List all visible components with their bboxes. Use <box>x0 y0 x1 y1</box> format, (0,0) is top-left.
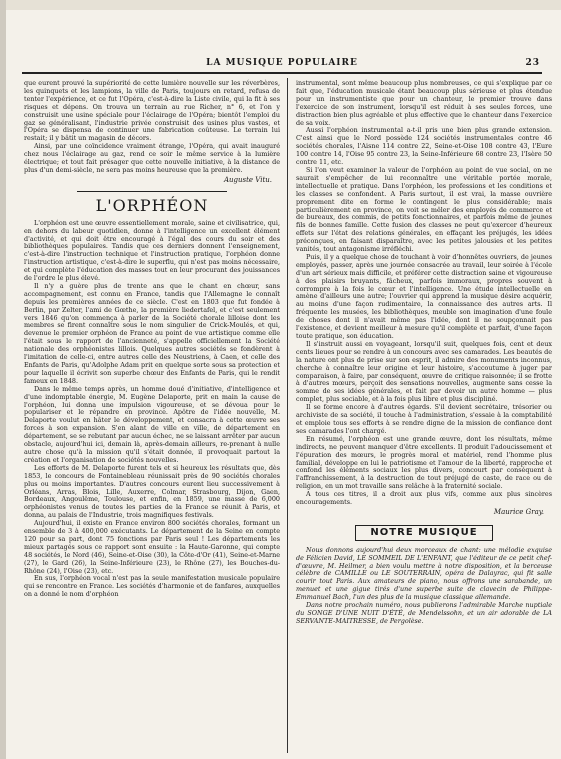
article-paragraph: En résumé, l'orphéon est une grande œuvre, dont les résultats, même indirects, ne peuvent manquer d'être excellents. Il produit l'adoucissement et l'épuration des mœurs, le progrès moral et matériel, rend l'homme plus familial, développe en lui le patriotisme et l'amour de la liberté, rapproche et confond les éléments sociaux les plus divers, concourt par conséquent à l'affranchissement, à la destruction de tout préjugé de caste, de race ou de religion, en un mot travaille sans relâche à la fraternité sociale. <box>296 434 552 491</box>
intro-paragraph: que eurent prouvé la supériorité de cette lumière nouvelle sur les réverbères, les quinquets et les lampions, la ville de Paris, toujours en retard, refusa de tenter l'expérience, et ce fut l'Opéra, c'est-à-dire la Liste civile, qui la fit à ses risques et dépens. On trouva un terrain au rue Richer, n° 6, et l'on y construisit une usine spéciale pour l'éclairage de l'Opéra; bientôt l'emploi du gaz se généralisant, l'industrie privée construisit des usines plus vastes, et l'Opéra se dispensa de continuer une fabrication coûteuse. Le terrain lui restait; il y bâtit un magasin de décors. <box>24 79 280 143</box>
signature-gray: Maurice Gray. <box>493 507 544 516</box>
article-paragraph: Les efforts de M. Delaporte furent tels et si heureux les résultats que, dès 1853, le concours de Fontainebleau réunissait près de 90 sociétés chorales plus ou moins importantes. D'autres concours eurent lieu successivement à Orléans, Arras, Blois, Lille, Auxerre, Colmar, Strasbourg, Dijon, Gaen, Bordeaux, Angoulême, Toulouse, et enfin, en 1859, une masse de 6,000 orphéonistes venus de toutes les parties de la France se réunit à Paris, et donna, au palais de l'Industrie, trois magnifiques festivals. <box>24 463 280 520</box>
article-paragraph: instrumental, sont même beaucoup plus nombreuses, ce qui s'explique par ce fait que, l'éducation musicale étant beaucoup plus sérieuse et plus étendue pour un instrumentiste que pour un chanteur, le premier trouve dans l'exercice de son instrument, lorsqu'il est réduit à ses seules forces, une distraction bien plus agréable et plus effective que le chanteur dans l'exercice de sa voix. <box>296 79 552 127</box>
article-paragraph: Dans le même temps après, un homme doué d'initiative, d'intelligence et d'une indomptable énergie, M. Eugène Delaporte, prit en main la cause de l'orphéon, lui donna une impulsion vigoureuse, et se dévoua pour le populariser et le répandre en province. Apôtre de l'idée nouvelle, M. Delaporte voulut en hâter le développement, et consacra à cette œuvre ses forces à son expansion. S'en alant de ville en ville, de département en département, se se rebutant par aucun échec, ne se laissant arrêter par aucun obstacle, aujourd'hui ici, demain là, après-demain ailleurs, re-prenant à nulle autre chose qu'à la mission qu'il s'était donnée, il provoquait partout la création et l'organisation de sociétés nouvelles. <box>24 384 280 464</box>
section-title-box <box>296 525 552 541</box>
page-number: 23 <box>525 58 540 68</box>
section-title-orpheon: L'ORPHÉON <box>95 195 209 215</box>
scan-edge-top <box>0 0 561 10</box>
article-paragraph: Il s'instruit aussi en voyageant, lorsqu'il suit, quelques fois, cent et deux cents lieues pour se rendre à un concours avec ses camarades. Les beautés de la nature ont plus de prise sur son esprit, il admire des monuments inconnus, cherche à connaître leur origine et leur histoire, s'accoutume à juger par comparaison, à faire, par conséquent, œuvre de critique raisonnée; il se frotte à d'autres mœurs, perçoit des sensations nouvelles, augmente sans cesse la somme de ses idées générales, et fait par devoir un autre homme — plus complet, plus sociable, et à la fois plus libre et plus discipliné. <box>296 339 552 404</box>
column-divider <box>287 78 288 753</box>
header-rule <box>22 72 542 74</box>
article-paragraph: Il n'y a guère plus de trente ans que le chant en chœur, sans accompagnement, est connu en France, tandis que l'Allemagne le connaît depuis les premières années de ce siècle. C'est en 1803 que fut fondée à Berlin, par Zelter, l'ami de Gœthe, la première liedertafel, et c'est seulement vers 1846 qu'on commença à parler de la Société chorale lilloise dont les membres se firent connaître sous le nom singulier de Crick-Moulés, et qui, devenue le premier orphéon de France au point de vue artistique comme elle l'était sous le rapport de l'ancienneté, s'appelle officiellement la Société nationale des orphéonistes lillois. Quelques autres sociétés se fondèrent à l'imitation de celle-ci, entre autres celle des Neustriens, à Caen, et celle des Enfants de Paris, qu'Adolphe Adam prit en quelque sorte sous sa protection et pour laquelle il écrivit son superbe chœur des Enfants de Paris, qui le rendit fameux en 1848. <box>24 281 280 385</box>
music-paragraph: Dans notre prochain numéro, nous publierons l'admirable Marche nuptiale du SONGE D'UNE NUIT D'ÉTÉ, de Mendelssohn, et un air adorable de LA SERVANTE-MAITRESSE, de Pergolèse. <box>296 601 552 625</box>
left-column <box>24 80 280 599</box>
section-title-notre-musique: NOTRE MUSIQUE <box>355 525 492 541</box>
article-paragraph: A tous ces titres, il a droit aux plus vifs, comme aux plus sincères encouragements. <box>296 490 552 507</box>
article-paragraph: Aussi l'orphéon instrumental a-t-il pris une bien plus grande extension. C'est ainsi que le Nord possède 124 sociétés instrumentales contre 46 sociétés chorales, l'Aisne 114 contre 22, Seine-et-Oise 108 contre 43, l'Eure 100 contre 14, l'Oise 95 contre 23, la Seine-Inférieure 68 contre 23, l'Isère 50 contre 11, etc. <box>296 126 552 167</box>
journal-title: LA MUSIQUE POPULAIRE <box>206 58 358 68</box>
right-column <box>296 80 552 626</box>
scan-edge-left <box>0 0 6 759</box>
separator-rule <box>77 191 227 192</box>
article-paragraph: Puis, il y a quelque chose de touchant à voir d'honnêtes ouvriers, de jeunes employés, passer, après une journée consacrée au travail, leur soirée à l'école d'un art sérieux mais difficile, et préférer cette distraction saine et vigoureuse à des plaisirs bruyants, fâcheux, parfois immoraux, propres souvent à corrompre à la fois le cœur et l'intelligence. Une étude intellectuelle en amène d'ailleurs une autre; l'ouvrier qui apprend la musique désire acquérir, au moins d'une façon rudimentaire, la connaissance des autres arts. Il fréquente les musées, les bibliothèques, meuble son imagination d'une foule de choses dont il n'avait même pas l'idée, dont il ne soupçonnait pas l'existence, et devient meilleur à mesure qu'il complète et parfait, d'une façon toute pratique, son éducation. <box>296 252 552 340</box>
article-paragraph: En sus, l'orphéon vocal n'est pas la seule manifestation musicale populaire qui se rencontre en France. Les sociétés d'harmonie et de fanfares, auxquelles on a donné le nom d'orphéon <box>24 574 280 599</box>
signature-vitu: Auguste Vitu. <box>223 175 272 184</box>
running-header <box>22 58 542 72</box>
intro-paragraph: Ainsi, par une coïncidence vraiment étrange, l'Opéra, qui avait inauguré chez nous l'éclairage au gaz, rend ce soir le même service à la lumière électrique; et tout fait présager que cette nouvelle initiative, à la distance de plus d'un demi-siècle, ne sera pas moins heureuse que la première. <box>24 142 280 174</box>
article-paragraph: Si l'on veut examiner la valeur de l'orphéon au point de vue social, on ne saurait s'empêcher de lui reconnaître une véritable portée morale, intellectuelle et pratique. Dans l'orphéon, les professions et les conditions et les classes se confondent. A Paris surtout, il est vrai, la masse ouvrière proprement dite en forme le contingent le plus considérable; mais particulièrement en province, on voit se mêler des employés de commerce et de bureaux, des commis, de petits fonctionnaires, et parfois même de jeunes fils de bonnes famille. Cette fusion des classes ne peut qu'exercer d'heureux effets sur l'état des relations générales, en effaçant les préjugés, les idées préconçues, en faisant disparaître, avec les petites jalousies et les petites vanités, tout antagonisme irréfléchi. <box>296 165 552 254</box>
article-paragraph: Il se forme encore à d'autres égards. S'il devient secrétaire, trésorier ou archiviste de sa société, il touche à l'administration, s'essaie à la comptabilité et emploie tous ses efforts à se rendre digne de la mission de confiance dont ses camarades l'ont chargé. <box>296 403 552 435</box>
article-paragraph: Aujourd'hui, il existe en France environ 800 sociétés chorales, formant un ensemble de 3 à 400,000 exécutants. Le département de la Seine en compte 120 pour sa part, dont 75 fonctions par Paris seul ! Les départements les mieux partagés sous ce rapport sont ensuite : la Haute-Garonne, qui compte 48 sociétés, le Nord (46), Seine-et-Oise (30), la Côte-d'Or (41), Seine-et-Marne (27), le Gard (26), la Seine-Inférieure (23), le Rhône (27), les Bouches-du-Rhône (24), l'Oise (23), etc. <box>24 519 280 575</box>
music-paragraph: Nous donnons aujourd'hui deux morceaux de chant: une mélodie exquise de Félicien David, LE SOMMEIL DE L'ENFANT, que l'éditeur de ce petit chef-d'œuvre, M. Heilmer, a bien voulu mettre à notre disposition, et la berceuse célèbre de CAMILLE ou LE SOUTERRAIN, opéra de Dalayrac, qui fit salle courir tout Paris. Aux amateurs de piano, nous offrons une sarabande, un menuet et une gigue tirés d'une superbe suite de clavecin de Philippe-Emmanuel Bach, l'un des plus de la musique classique allemande. <box>296 545 552 602</box>
article-paragraph: L'orphéon est une œuvre essentiellement morale, saine et civilisatrice, qui, en dehors du labeur quotidien, donne à l'intelligence un excellent élément d'activité, et qui doit être encouragé à l'égal des cours du soir et des bibliothèques populaires. Tandis que ces derniers donnent l'enseignement, c'est-à-dire l'instruction technique et l'instruction pratique, l'orphéon donne l'instruction artistique, c'est-à-dire le superflu, qui n'est pas moins nécessaire, et qui complète l'éducation des masses tout en leur procurant des jouissances de l'ordre le plus élevé. <box>24 218 280 283</box>
